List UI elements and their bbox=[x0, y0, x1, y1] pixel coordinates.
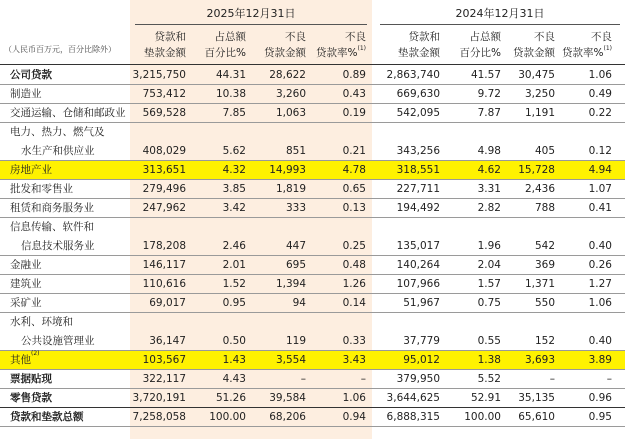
column-header-line2 bbox=[540, 46, 612, 60]
table-cell: 333 bbox=[285, 202, 306, 214]
table-cell: 322,117 bbox=[142, 373, 186, 385]
table-cell: 3.89 bbox=[588, 354, 612, 366]
column-header-text: 百分比% bbox=[459, 47, 501, 59]
table-cell: 0.12 bbox=[588, 145, 612, 157]
table-cell: 30,475 bbox=[518, 69, 555, 81]
column-header-line1: 不良 bbox=[285, 31, 306, 43]
table-cell: 0.96 bbox=[588, 392, 612, 404]
table-cell: 100.00 bbox=[209, 411, 246, 423]
table-cell: 7,258,058 bbox=[132, 411, 186, 423]
table-cell: 5.62 bbox=[222, 145, 246, 157]
table-cell: 5.52 bbox=[477, 373, 501, 385]
table-cell: 0.13 bbox=[342, 202, 366, 214]
table-cell: 1.43 bbox=[222, 354, 246, 366]
row-label bbox=[10, 389, 52, 407]
table-cell: 28,622 bbox=[269, 69, 306, 81]
table-cell: 119 bbox=[285, 335, 306, 347]
table-cell: 94 bbox=[292, 297, 306, 309]
table-cell: 1,394 bbox=[275, 278, 306, 290]
table-cell: 4.78 bbox=[342, 164, 366, 176]
table-cell: 369 bbox=[534, 259, 555, 271]
table-cell: 152 bbox=[534, 335, 555, 347]
table-cell: 3,720,191 bbox=[132, 392, 186, 404]
table-cell: 3.31 bbox=[477, 183, 501, 195]
table-cell: 788 bbox=[534, 202, 555, 214]
table-cell: 1,191 bbox=[524, 107, 555, 119]
table-cell: 2,436 bbox=[524, 183, 555, 195]
table-cell: 2.46 bbox=[222, 240, 246, 252]
row-label-text: 贷款和垫款总额 bbox=[10, 411, 84, 423]
table-cell: 4.32 bbox=[222, 164, 246, 176]
table-cell: 0.21 bbox=[342, 145, 366, 157]
footnote-marker: (2) bbox=[31, 350, 40, 357]
table-cell: 1,371 bbox=[524, 278, 555, 290]
table-cell: 2.01 bbox=[222, 259, 246, 271]
table-cell: 6,888,315 bbox=[386, 411, 440, 423]
table-cell: 343,256 bbox=[396, 145, 440, 157]
table-cell: 39,584 bbox=[269, 392, 306, 404]
table-cell: 178,208 bbox=[142, 240, 186, 252]
table-cell: 100.00 bbox=[464, 411, 501, 423]
table-cell: 0.40 bbox=[588, 240, 612, 252]
column-header-line1: 不良 bbox=[345, 31, 366, 43]
table-cell: 68,206 bbox=[269, 411, 306, 423]
table-cell: 51.26 bbox=[215, 392, 246, 404]
table-cell: 0.95 bbox=[588, 411, 612, 423]
table-cell: 0.95 bbox=[222, 297, 246, 309]
row-label bbox=[10, 256, 42, 274]
row-label-text: 房地产业 bbox=[10, 164, 52, 176]
row-label bbox=[10, 351, 40, 369]
table-cell: 1.06 bbox=[588, 69, 612, 81]
table-cell: 2,863,740 bbox=[386, 69, 440, 81]
row-label bbox=[10, 104, 126, 122]
table-cell: 1.38 bbox=[477, 354, 501, 366]
table-cell: 0.50 bbox=[222, 335, 246, 347]
table-cell: 51,967 bbox=[403, 297, 440, 309]
table-cell: 3,644,625 bbox=[386, 392, 440, 404]
period-2024-heading: 2024年12月31日 bbox=[455, 7, 545, 20]
row-label bbox=[10, 275, 42, 293]
column-header-line1: 占总额 bbox=[214, 31, 246, 43]
column-header-text: 垫款金额 bbox=[398, 47, 440, 59]
table-cell: 1.27 bbox=[588, 278, 612, 290]
column-header-line1: 不良 bbox=[534, 31, 555, 43]
table-cell: 313,651 bbox=[142, 164, 186, 176]
table-cell: 3.42 bbox=[222, 202, 246, 214]
table-cell: 542,095 bbox=[396, 107, 440, 119]
row-label-text: 制造业 bbox=[10, 88, 42, 100]
table-cell: 0.40 bbox=[588, 335, 612, 347]
table-cell: 279,496 bbox=[142, 183, 186, 195]
table-cell: 4.62 bbox=[477, 164, 501, 176]
table-cell: 0.33 bbox=[342, 335, 366, 347]
table-cell: 247,962 bbox=[142, 202, 186, 214]
row-label-text: 公司贷款 bbox=[10, 69, 52, 81]
table-cell: 0.26 bbox=[588, 259, 612, 271]
column-header-text: 百分比% bbox=[204, 47, 246, 59]
table-cell: 4.43 bbox=[222, 373, 246, 385]
row-label-text: 零售贷款 bbox=[10, 392, 52, 404]
table-cell: 2.82 bbox=[477, 202, 501, 214]
table-cell: 550 bbox=[534, 297, 555, 309]
table-cell: 542 bbox=[534, 240, 555, 252]
footnote-marker: (1) bbox=[357, 45, 366, 52]
table-cell: 0.49 bbox=[588, 88, 612, 100]
table-cell: 3,250 bbox=[524, 88, 555, 100]
table-cell: 0.89 bbox=[342, 69, 366, 81]
column-header-text: 贷款金额 bbox=[513, 47, 555, 59]
row-label bbox=[10, 370, 52, 388]
table-cell: 52.91 bbox=[470, 392, 501, 404]
row-label bbox=[10, 85, 42, 103]
row-label-continued: 公共设施管理业 bbox=[21, 335, 95, 347]
table-cell: 405 bbox=[534, 145, 555, 157]
table-cell: 10.38 bbox=[215, 88, 246, 100]
column-header-text: 垫款金额 bbox=[144, 47, 186, 59]
table-cell: 69,017 bbox=[149, 297, 186, 309]
row-label-continued: 水生产和供应业 bbox=[21, 145, 95, 157]
row-label-text: 租赁和商务服务业 bbox=[10, 202, 94, 214]
table-cell: 103,567 bbox=[142, 354, 186, 366]
row-label-text: 交通运输、仓储和邮政业 bbox=[10, 107, 126, 119]
row-label-text: 批发和零售业 bbox=[10, 183, 73, 195]
table-cell: 227,711 bbox=[396, 183, 440, 195]
table-cell: 0.43 bbox=[342, 88, 366, 100]
row-label: 信息传输、软件和 bbox=[10, 221, 94, 233]
table-cell: 140,264 bbox=[396, 259, 440, 271]
row-label bbox=[10, 161, 52, 179]
table-cell: – bbox=[549, 373, 555, 385]
table-cell: 35,135 bbox=[518, 392, 555, 404]
table-cell: 15,728 bbox=[518, 164, 555, 176]
table-cell: 318,551 bbox=[396, 164, 440, 176]
column-header-line2 bbox=[294, 46, 366, 60]
table-cell: 1,063 bbox=[275, 107, 306, 119]
row-label bbox=[10, 408, 84, 426]
table-cell: 1.26 bbox=[342, 278, 366, 290]
table-cell: 14,993 bbox=[269, 164, 306, 176]
row-label-continued: 信息技术服务业 bbox=[21, 240, 95, 252]
table-cell: 1.52 bbox=[222, 278, 246, 290]
table-cell: 669,630 bbox=[396, 88, 440, 100]
table-cell: 41.57 bbox=[470, 69, 501, 81]
table-cell: 95,012 bbox=[403, 354, 440, 366]
table-cell: – bbox=[606, 373, 612, 385]
table-cell: 194,492 bbox=[396, 202, 440, 214]
column-header-text: 贷款金额 bbox=[264, 47, 306, 59]
table-cell: – bbox=[300, 373, 306, 385]
row-label bbox=[10, 294, 42, 312]
header-rule bbox=[0, 64, 625, 65]
table-cell: 0.22 bbox=[588, 107, 612, 119]
table-cell: 37,779 bbox=[403, 335, 440, 347]
period-2025-heading: 2025年12月31日 bbox=[206, 7, 296, 20]
row-label bbox=[10, 199, 94, 217]
table-cell: 3,554 bbox=[275, 354, 306, 366]
table-cell: 0.65 bbox=[342, 183, 366, 195]
period-2025-underline bbox=[135, 24, 367, 25]
table-cell: 569,528 bbox=[142, 107, 186, 119]
table-cell: 65,610 bbox=[518, 411, 555, 423]
table-cell: 36,147 bbox=[149, 335, 186, 347]
table-cell: – bbox=[360, 373, 366, 385]
table-cell: 1,819 bbox=[275, 183, 306, 195]
table-cell: 3,693 bbox=[524, 354, 555, 366]
column-header-line1: 不良 bbox=[591, 31, 612, 43]
table-cell: 146,117 bbox=[142, 259, 186, 271]
table-cell: 753,412 bbox=[142, 88, 186, 100]
table-cell: 3.43 bbox=[342, 354, 366, 366]
row-label: 水利、环境和 bbox=[10, 316, 73, 328]
row-label bbox=[10, 66, 52, 84]
table-cell: 4.94 bbox=[588, 164, 612, 176]
column-header-line1: 占总额 bbox=[469, 31, 501, 43]
table-cell: 7.85 bbox=[222, 107, 246, 119]
table-cell: 4.98 bbox=[477, 145, 501, 157]
table-cell: 1.06 bbox=[342, 392, 366, 404]
table-cell: 379,950 bbox=[396, 373, 440, 385]
unit-note: （人民币百万元，百分比除外） bbox=[4, 45, 116, 54]
table-cell: 0.25 bbox=[342, 240, 366, 252]
table-cell: 110,616 bbox=[142, 278, 186, 290]
table-cell: 1.06 bbox=[588, 297, 612, 309]
table-cell: 0.19 bbox=[342, 107, 366, 119]
row-label-text: 采矿业 bbox=[10, 297, 42, 309]
table-cell: 695 bbox=[285, 259, 306, 271]
row-label-text: 票据贴现 bbox=[10, 373, 52, 385]
table-cell: 0.14 bbox=[342, 297, 366, 309]
table-cell: 3,260 bbox=[275, 88, 306, 100]
row-rule bbox=[0, 312, 625, 313]
row-label-text: 建筑业 bbox=[10, 278, 42, 290]
row-label-text: 金融业 bbox=[10, 259, 42, 271]
table-cell: 135,017 bbox=[396, 240, 440, 252]
table-cell: 0.94 bbox=[342, 411, 366, 423]
table-cell: 0.75 bbox=[477, 297, 501, 309]
table-cell: 1.57 bbox=[477, 278, 501, 290]
period-2024-underline bbox=[380, 24, 620, 25]
table-cell: 7.87 bbox=[477, 107, 501, 119]
table-cell: 0.55 bbox=[477, 335, 501, 347]
table-cell: 2.04 bbox=[477, 259, 501, 271]
table-cell: 851 bbox=[285, 145, 306, 157]
table-cell: 408,029 bbox=[142, 145, 186, 157]
column-header-text: 贷款率% bbox=[562, 47, 604, 59]
table-cell: 0.41 bbox=[588, 202, 612, 214]
table-cell: 1.07 bbox=[588, 183, 612, 195]
column-header-text: 贷款率% bbox=[316, 47, 358, 59]
table-cell: 0.48 bbox=[342, 259, 366, 271]
row-rule bbox=[0, 426, 625, 427]
column-header-line1: 贷款和 bbox=[154, 31, 186, 43]
table-cell: 1.96 bbox=[477, 240, 501, 252]
table-cell: 44.31 bbox=[215, 69, 246, 81]
row-label bbox=[10, 180, 73, 198]
footnote-marker: (1) bbox=[603, 45, 612, 52]
table-cell: 107,966 bbox=[396, 278, 440, 290]
table-cell: 3.85 bbox=[222, 183, 246, 195]
column-header-line1: 贷款和 bbox=[408, 31, 440, 43]
row-label: 电力、热力、燃气及 bbox=[10, 126, 105, 138]
row-label-text: 其他 bbox=[10, 354, 31, 366]
table-cell: 9.72 bbox=[477, 88, 501, 100]
table-cell: 447 bbox=[285, 240, 306, 252]
table-cell: 3,215,750 bbox=[132, 69, 186, 81]
